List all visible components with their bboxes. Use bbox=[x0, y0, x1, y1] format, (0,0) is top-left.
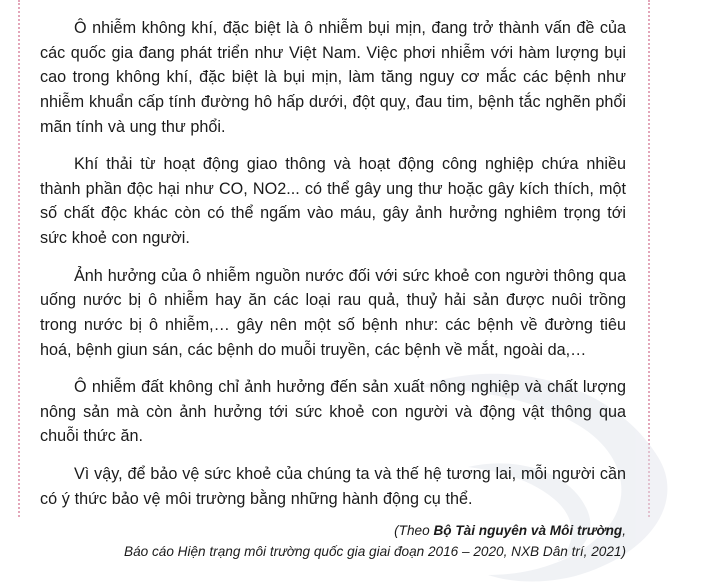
source-line-1 bbox=[40, 521, 626, 541]
paragraph-1: Ô nhiễm không khí, đặc biệt là ô nhiễm bụi mịn, đang trở thành vấn đề của các quốc gia đang phát triển như Việt Nam. Việc phơi nhiễm với hàm lượng bụi cao trong không khí, đặc biệt là bụi mịn, làm tăng nguy cơ mắc các bệnh như nhiễm khuẩn cấp tính đường hô hấp dưới, đột quỵ, đau tim, bệnh tắc nghẽn phổi mãn tính và ung thư phổi. bbox=[40, 19, 626, 136]
source-suffix: , bbox=[622, 523, 626, 539]
source-organization: Bộ Tài nguyên và Môi trường bbox=[433, 523, 623, 539]
source-attribution bbox=[40, 521, 626, 562]
source-line-2: Báo cáo Hiện trạng môi trường quốc gia giai đoạn 2016 – 2020, NXB Dân trí, 2021) bbox=[124, 543, 626, 559]
paragraph-2: Khí thải từ hoạt động giao thông và hoạt động công nghiệp chứa nhiều thành phần độc hại như CO, NO2... có thể gây ung thư hoặc gây kích thích, một số chất độc khác còn có thể ngấm vào máu, gây ảnh hưởng nghiêm trọng tới sức khoẻ con người. bbox=[40, 155, 626, 247]
paragraph-3: Ảnh hưởng của ô nhiễm nguồn nước đối với sức khoẻ con người thông qua uống nước bị ô nhiễm hay ăn các loại rau quả, thuỷ hải sản được nuôi trồng trong nước bị ô nhiễm,… gây nên một số bệnh như: các bệnh về đường tiêu hoá, bệnh giun sán, các bệnh do muỗi truyền, các bệnh về mắt, ngoài da,… bbox=[40, 266, 626, 359]
source-prefix: (Theo bbox=[394, 523, 434, 539]
paragraph-5: Vì vậy, để bảo vệ sức khoẻ của chúng ta và thế hệ tương lai, mỗi người cần có ý thức bảo vệ môi trường bằng những hành động cụ thể. bbox=[40, 465, 626, 508]
paragraph-4: Ô nhiễm đất không chỉ ảnh hưởng đến sản xuất nông nghiệp và chất lượng nông sản mà còn ảnh hưởng tới sức khoẻ con người và động vật thông qua chuỗi thức ăn. bbox=[40, 378, 626, 446]
